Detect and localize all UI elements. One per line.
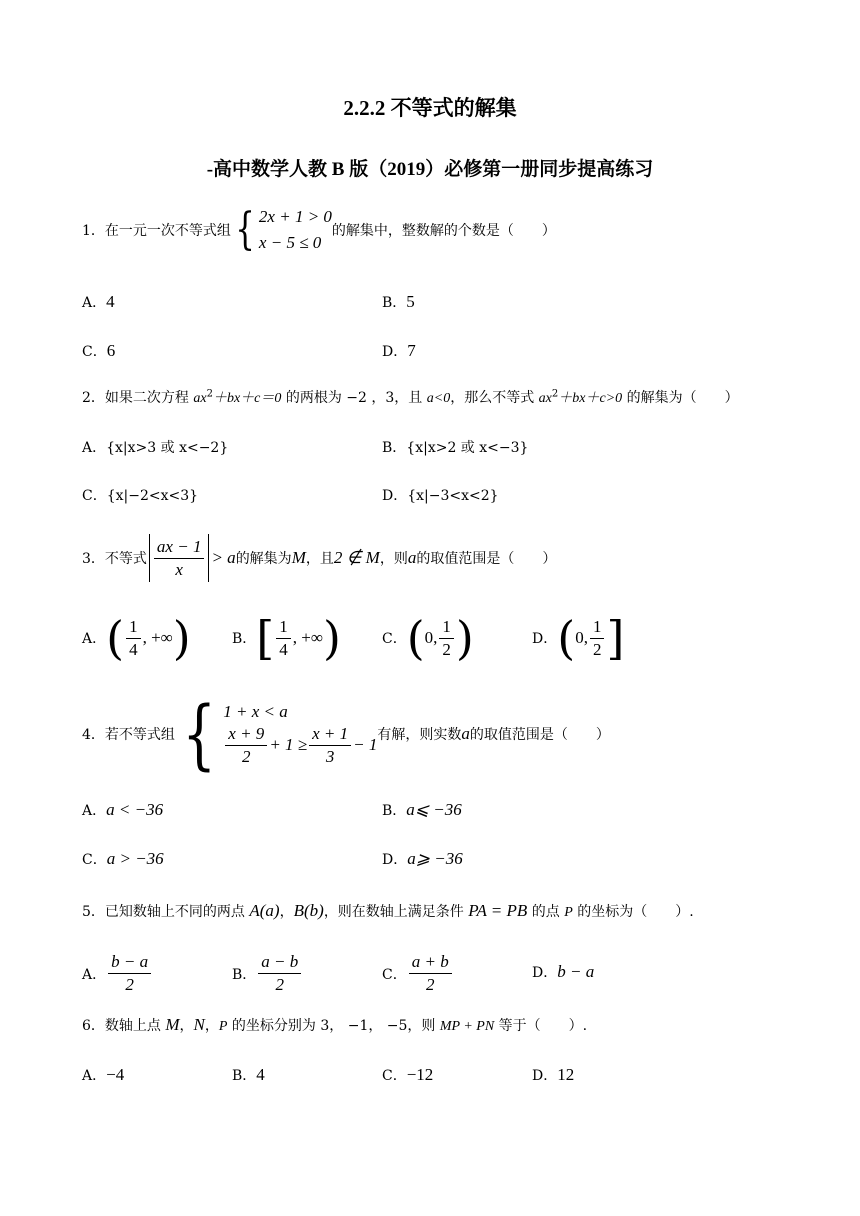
option-c[interactable]: C． ( 0, $\frac{1}{2}$ )	[382, 611, 474, 665]
system-row: x − 5 ≤ 0	[258, 233, 322, 252]
question-1	[82, 204, 556, 256]
question-2: 2．如果二次方程 $ax^2+bx+c=0$ 的两根为 −2 ，3，且 a<0，那么不等式 $ax^2+bx+c>0$ 的解集为（ ）	[82, 388, 739, 406]
option-a[interactable]: A．4	[82, 292, 115, 311]
option-c[interactable]: C． $\frac{a + b}{2}$	[382, 951, 454, 996]
option-a[interactable]: A．a < −36	[82, 800, 164, 819]
option-a[interactable]: A．−4	[82, 1065, 125, 1084]
inequality-system	[231, 204, 332, 256]
question-4: 4． 若不等式组 { 1 + x < a $\frac{x + 9}{2}$ + 1 ≥ $\frac{x + 1}{3}$ − 1 有解，则实数 a 的取值范围是（ ）	[82, 689, 610, 778]
question-text: 在一元一次不等式组	[104, 223, 231, 239]
option-c[interactable]: C．a > −36	[82, 849, 164, 868]
question-text: 的解集中，整数解的个数是（ ）	[331, 223, 556, 239]
option-d[interactable]: D．b − a	[532, 962, 595, 981]
question-number: 5．	[82, 904, 105, 920]
option-a[interactable]: A． ( $\frac{1}{4}$ , +∞ )	[82, 611, 191, 665]
question-number: 1．	[82, 223, 105, 239]
page-subtitle: -高中数学人教 B 版（2019）必修第一册同步提高练习	[206, 159, 654, 180]
option-d[interactable]: D．a⩾ −36	[382, 849, 463, 868]
option-b[interactable]: B．4	[232, 1065, 265, 1084]
option-b[interactable]: B．a⩽ −36	[382, 800, 462, 819]
inequality-system	[175, 689, 378, 778]
abs-bar-left	[149, 534, 150, 582]
question-number: 6．	[82, 1018, 105, 1034]
option-d[interactable]: D．12	[532, 1065, 575, 1084]
option-b[interactable]: B． [ $\frac{1}{4}$ , +∞ )	[232, 611, 341, 665]
question-number: 3．	[82, 551, 105, 567]
option-d[interactable]: D． ( 0, $\frac{1}{2}$ ]	[532, 611, 625, 665]
option-c[interactable]: C．6	[82, 341, 116, 360]
system-row: 2x + 1 > 0	[258, 207, 332, 226]
option-d[interactable]: D．7	[382, 341, 416, 360]
page-title: 2.2.2 不等式的解集	[343, 96, 517, 120]
question-5: 5．已知数轴上不同的两点 A(a)，B(b)，则在数轴上满足条件 PA = PB 的点 P 的坐标为（ ）.	[82, 901, 694, 920]
option-c[interactable]: C．−12	[382, 1065, 434, 1084]
option-b[interactable]: B． $\frac{a - b}{2}$	[232, 951, 303, 996]
question-number: 4．	[82, 727, 105, 743]
question-3: 3． 不等式 $\frac{ax - 1}{x}$ > a 的解集为 M ，且 2 ∉ M ，则 a 的取值范围是（ ）	[82, 534, 556, 582]
question-6: 6．数轴上点 M，N，P 的坐标分别为 3， −1， −5，则 MP + PN 等于（ ）.	[82, 1015, 588, 1034]
system-row: 1 + x < a	[223, 701, 288, 721]
option-a[interactable]: A． $\frac{b - a}{2}$	[82, 951, 153, 996]
question-number: 2．	[82, 390, 105, 406]
brace-glyph: {	[235, 204, 255, 255]
abs-bar-right	[208, 534, 209, 582]
option-b[interactable]: B．{x|x>2 或 x<−3}	[382, 440, 529, 456]
brace-glyph: {	[182, 689, 217, 778]
option-c[interactable]: C．{x|−2<x<3}	[82, 488, 199, 504]
fraction: $\frac{ax - 1}{x}$	[154, 536, 205, 581]
option-d[interactable]: D．{x|−3<x<2}	[382, 488, 499, 504]
system-row: $\frac{x + 9}{2}$ + 1 ≥ $\frac{x + 1}{3}$ − 1	[223, 723, 377, 768]
option-b[interactable]: B．5	[382, 292, 415, 311]
option-a[interactable]: A．{x|x>3 或 x<−2}	[82, 440, 229, 456]
